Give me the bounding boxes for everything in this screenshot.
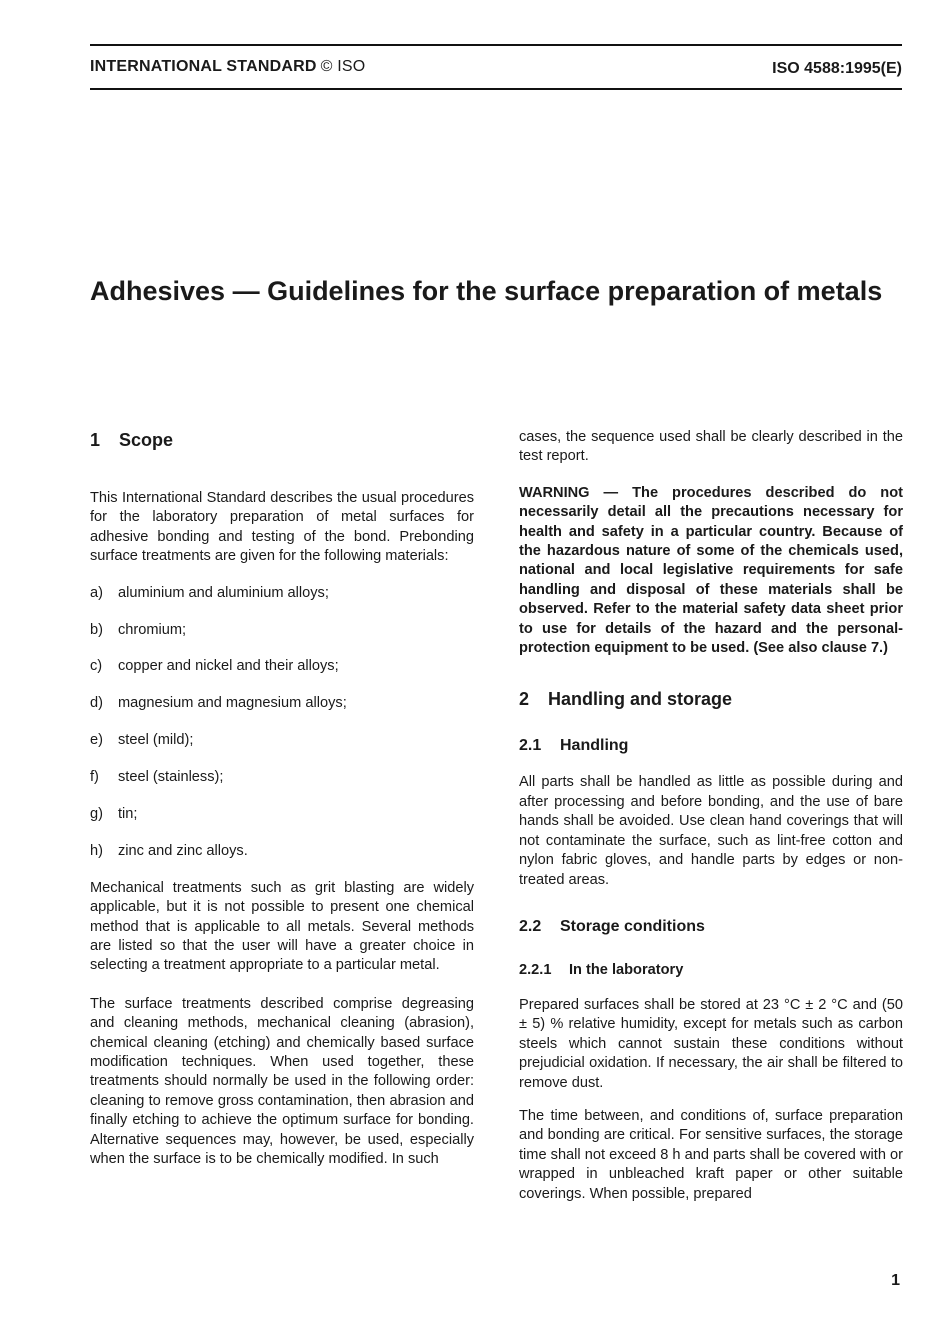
list-item	[90, 731, 474, 768]
document-title: Adhesives — Guidelines for the surface preparation of metals	[90, 276, 883, 306]
section-2-1-number: 2.1	[519, 737, 542, 755]
header-document-number: ISO 4588:1995(E)	[772, 60, 902, 77]
list-item-text: zinc and zinc alloys.	[118, 842, 248, 859]
list-item	[90, 805, 474, 842]
mechanical-treatments-paragraph: Mechanical treatments such as grit blasting are widely applicable, but it is not possible to present one chemical method that is applicable to all metals. Several methods are listed so that the user will have a greater choice in selecting a treatment appropriate to a particular metal.	[90, 879, 474, 974]
list-item-letter: b)	[90, 621, 103, 638]
header-standard-text: INTERNATIONAL STANDARD	[90, 58, 317, 75]
left-column	[90, 428, 474, 1169]
section-1-number: 1	[90, 430, 101, 450]
list-item-text: steel (stainless);	[118, 769, 224, 786]
list-item-letter: d)	[90, 695, 103, 712]
list-item	[90, 621, 474, 658]
section-2-2-heading	[519, 916, 903, 938]
section-2-1-title: Handling	[560, 737, 629, 755]
section-2-2-1-heading	[519, 960, 903, 980]
header-copyright: © ISO	[320, 58, 366, 75]
storage-laboratory-paragraph: Prepared surfaces shall be stored at 23 °C ± 2 °C and (50 ± 5) % relative humidity, except for metals such as carbon steels which cannot sustain these conditions without prejudicial oxidation. If necessary, the air shall be filtered to remove dust.	[519, 996, 903, 1091]
list-item-text: steel (mild);	[118, 732, 194, 749]
section-2-heading	[519, 687, 903, 711]
section-2-title: Handling and storage	[548, 689, 733, 710]
list-item-letter: f)	[90, 769, 99, 786]
list-item-letter: a)	[90, 584, 103, 601]
list-item-text: tin;	[118, 805, 138, 822]
list-item-text: magnesium and magnesium alloys;	[118, 695, 347, 712]
header-standard-label	[90, 58, 365, 76]
section-2-2-title: Storage conditions	[560, 917, 705, 935]
scope-continued-paragraph: cases, the sequence used shall be clearly described in the test report.	[519, 429, 903, 465]
safety-warning: WARNING — The procedures described do not necessarily detail all the precautions necessary for health and safety in a particular country. Because of the hazardous nature of some of the chemicals used, national and local legislative requirements for safe handling and disposal of these materials shall be observed. Refer to the material safety data sheet prior to use for details of the hazard and the personal-protection equipment to be used. (See also clause 7.)	[519, 484, 903, 657]
list-item	[90, 694, 474, 731]
list-item	[90, 842, 474, 879]
section-1-heading	[90, 428, 474, 452]
list-item-text: aluminium and aluminium alloys;	[118, 584, 329, 601]
list-item-text: copper and nickel and their alloys;	[118, 658, 339, 675]
list-item-letter: e)	[90, 732, 103, 749]
list-item	[90, 768, 474, 805]
list-item	[90, 584, 474, 621]
section-2-2-number: 2.2	[519, 917, 542, 935]
materials-list	[90, 584, 474, 879]
storage-time-paragraph: The time between, and conditions of, surface preparation and bonding are critical. For sensitive surfaces, the storage time shall not exceed 8 h and parts shall be covered with or wrapped in unbleached kraft paper or other suitable coverings. When possible, prepared	[519, 1107, 903, 1202]
handling-paragraph: All parts shall be handled as little as possible during and after processing and before bonding, and the use of bare hands shall be avoided. Use clean hand coverings that will not contaminate the surface, such as lint-free cotton and nylon fabric gloves, and handle parts by edges or non-treated areas.	[519, 774, 903, 888]
header-bottom-rule	[90, 88, 902, 90]
page-number: 1	[891, 1272, 900, 1289]
header-top-rule	[90, 44, 902, 46]
list-item-letter: h)	[90, 842, 103, 859]
section-2-number: 2	[519, 689, 530, 710]
section-1-title: Scope	[119, 430, 174, 450]
list-item-text: chromium;	[118, 621, 187, 638]
list-item	[90, 657, 474, 694]
list-item-letter: g)	[90, 805, 103, 822]
right-column	[519, 428, 903, 1204]
section-2-2-1-number: 2.2.1	[519, 961, 552, 978]
list-item-letter: c)	[90, 658, 103, 675]
section-2-2-1-title: In the laboratory	[569, 961, 684, 978]
section-2-1-heading	[519, 735, 903, 757]
scope-intro-paragraph: This International Standard describes the usual procedures for the laboratory preparation of metal surfaces for adhesive bonding and testing of the bond. Prebonding surface treatments are given for the following materials:	[90, 490, 474, 565]
surface-treatments-paragraph: The surface treatments described comprise degreasing and cleaning methods, mechanical cleaning (abrasion), chemical cleaning (etching) and chemically based surface modification techniques. When used together, these treatments should normally be used in the following order: cleaning to remove gross contamination, then abrasion and finally etching to achieve the optimum surface for bonding. Alternative sequences may, however, be used, especially when the surface is to be chemically modified. In such	[90, 995, 474, 1168]
